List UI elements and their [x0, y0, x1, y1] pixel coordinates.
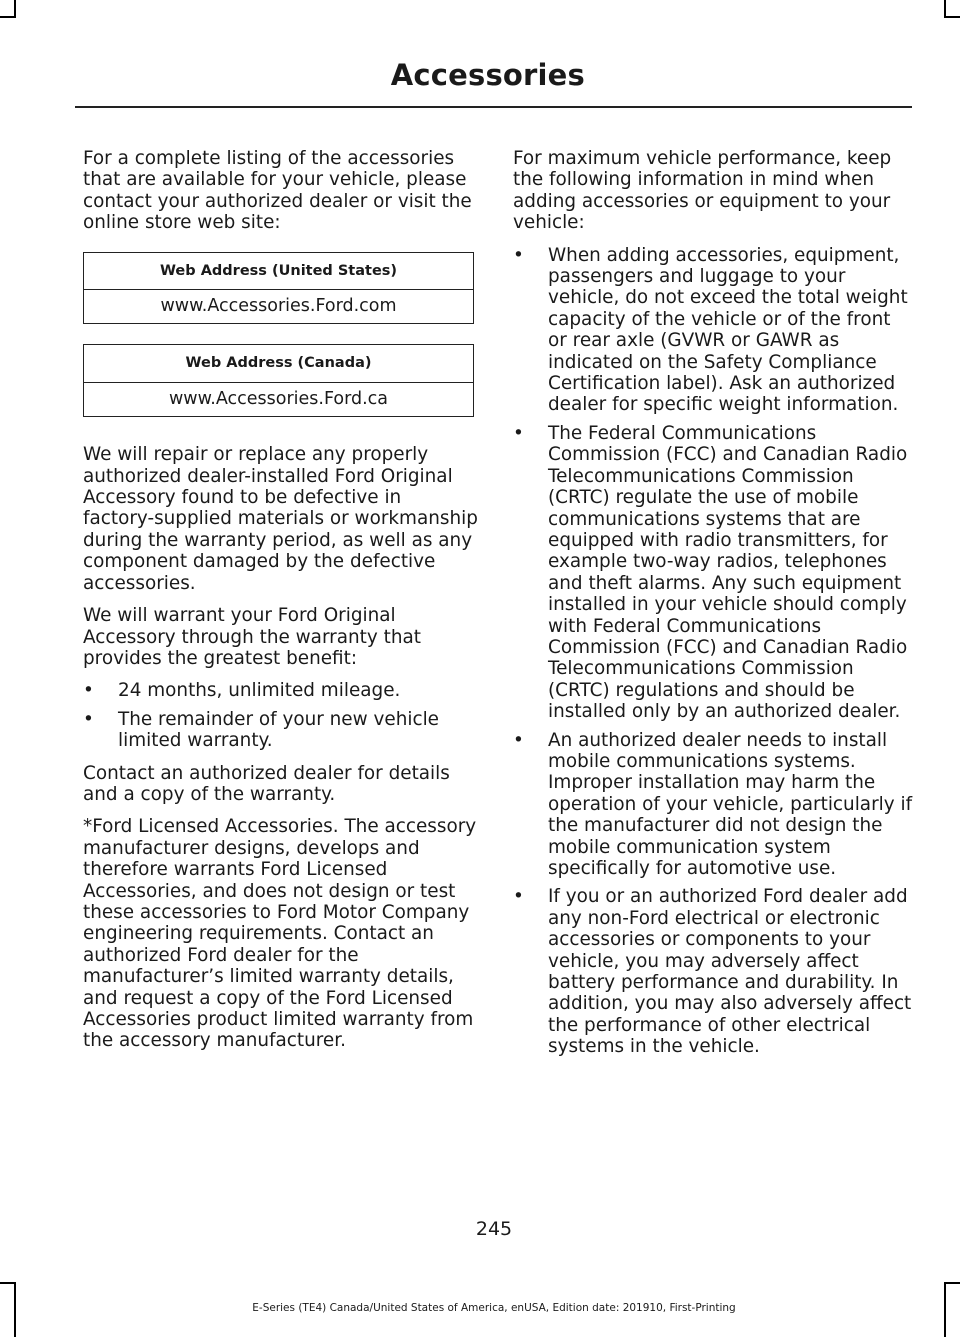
right-column	[513, 148, 913, 1069]
bullet-icon: •	[513, 244, 524, 266]
performance-tips-list	[513, 245, 913, 1058]
list-item-text: If you or an authorized Ford dealer add any non-Ford electrical or electronic accessories or components to your vehicle, you may adversely affect battery performance and durability. In addition, you may also adversely affect the performance of other electrical systems in the vehicle.	[548, 886, 912, 1058]
list-item-text: 24 months, unlimited mileage.	[118, 680, 401, 702]
crop-mark-top-left-h	[0, 16, 16, 18]
bullet-icon: •	[83, 708, 94, 730]
crop-mark-bottom-right-h	[944, 1282, 960, 1284]
list-item-text: An authorized dealer needs to install mobile communications systems. Improper installation may harm the operation of your vehicle, particularly if the manufacturer did not design the mobile communication system specifically for automotive use.	[548, 729, 913, 879]
crop-mark-top-right-h	[944, 16, 960, 18]
list-item	[513, 423, 913, 723]
list-item	[83, 709, 478, 752]
list-item-text: The Federal Communications Commission (FCC) and Canadian Radio Telecommunications Commission (CRTC) regulate the use of mobile communications systems that are equipped with radio transmitters, for example two-way radios, telephones and theft alarms. Any such equipment installed in your vehicle should comply with Federal Communications Commission (FCC) and Canadian Radio Telecommunications Commission (CRTC) regulations and should be installed only by an authorized dealer.	[548, 422, 908, 723]
warrant-paragraph: We will warrant your Ford Original Accessory through the warranty that provides the greatest benefit:	[83, 605, 421, 669]
contact-paragraph: Contact an authorized dealer for details and a copy of the warranty.	[83, 762, 450, 805]
performance-intro-paragraph: For maximum vehicle performance, keep the following information in mind when adding accessories or equipment to your vehicle:	[513, 148, 892, 234]
warranty-benefit-list	[83, 680, 478, 751]
bullet-icon: •	[513, 729, 524, 751]
table-header: Web Address (Canada)	[84, 345, 473, 382]
page-title: Accessories	[390, 58, 585, 92]
footer-edition-info: E-Series (TE4) Canada/United States of America, enUSA, Edition date: 201910, First-Printing	[252, 1302, 736, 1314]
repair-paragraph: We will repair or replace any properly authorized dealer-installed Ford Original Accessory found to be defective in factory-supplied materials or workmanship during the warranty period, as well as any component damaged by the defective accessories.	[83, 444, 478, 594]
table-header: Web Address (United States)	[84, 253, 473, 290]
licensed-accessories-paragraph: *Ford Licensed Accessories. The accessory manufacturer designs, develops and therefore warrants Ford Licensed Accessories, and does not design or test these accessories to Ford Motor Company engineering requirements. Contact an authorized Ford dealer for the manufacturer’s limited warranty details, and request a copy of the Ford Licensed Accessories product limited warranty from the accessory manufacturer.	[83, 816, 477, 1052]
intro-paragraph: For a complete listing of the accessories that are available for your vehicle, please contact your authorized dealer or visit the online store web site:	[83, 148, 472, 234]
list-item-text: When adding accessories, equipment, passengers and luggage to your vehicle, do not exceed the total weight capacity of the vehicle or of the front or rear axle (GVWR or GAWR as indicated on the Safety Compliance Certification label). Ask an authorized dealer for specific weight information.	[548, 244, 908, 416]
list-item	[513, 245, 913, 416]
crop-mark-bottom-left-h	[0, 1282, 16, 1284]
left-column	[83, 148, 478, 1063]
us-web-address-link[interactable]: www.Accessories.Ford.com	[160, 296, 397, 317]
header-divider	[75, 106, 912, 108]
bullet-icon: •	[513, 422, 524, 444]
bullet-icon: •	[83, 680, 94, 702]
canada-web-address-link[interactable]: www.Accessories.Ford.ca	[168, 388, 389, 409]
page-number: 245	[475, 1218, 513, 1240]
list-item-text: The remainder of your new vehicle limited warranty.	[118, 708, 439, 752]
canada-web-address-table	[83, 344, 474, 417]
list-item	[513, 886, 913, 1057]
list-item	[513, 730, 913, 880]
list-item	[83, 680, 478, 701]
us-web-address-table	[83, 252, 474, 325]
bullet-icon: •	[513, 886, 524, 908]
